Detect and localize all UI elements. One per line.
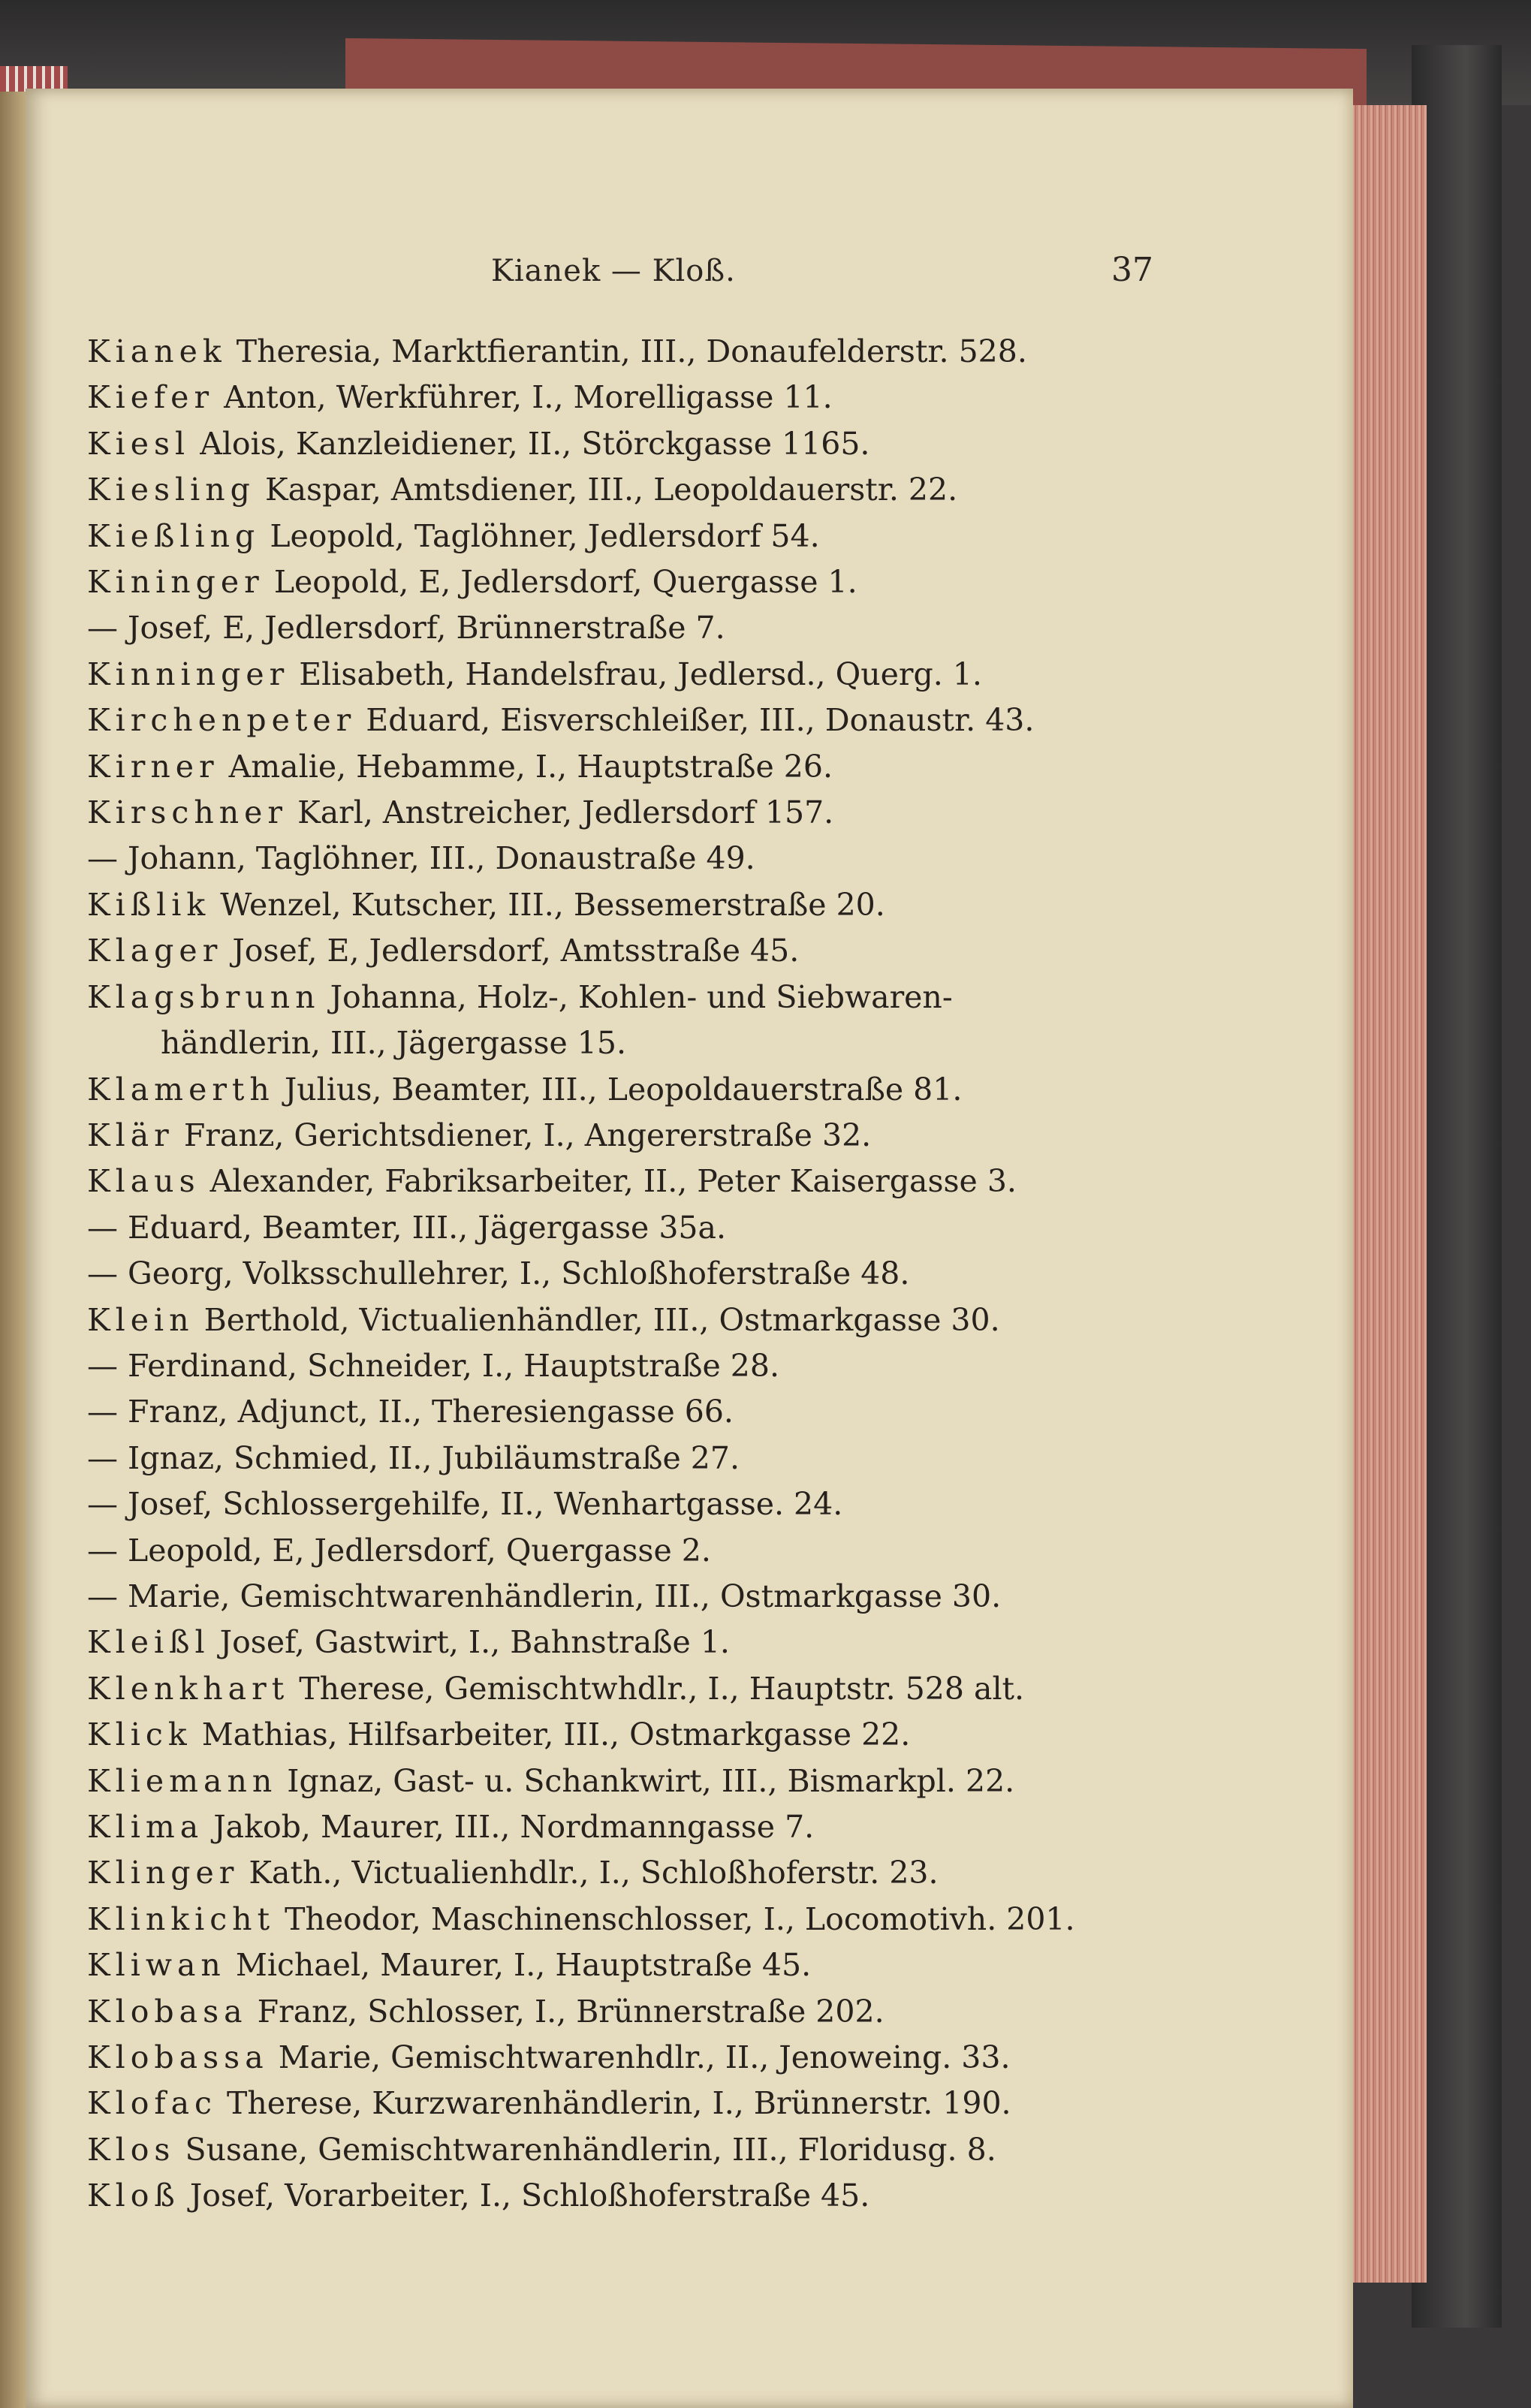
entry-details: Anton, Werkführer, I., Morelligasse 11. xyxy=(214,379,833,416)
entry-surname: Kleißl xyxy=(87,1624,210,1661)
directory-entry xyxy=(87,1251,1319,1297)
directory-entry xyxy=(87,1481,1319,1527)
directory-entry xyxy=(87,1020,1319,1066)
entry-surname: Klagsbrunn xyxy=(87,978,321,1015)
directory-entry xyxy=(87,1620,1319,1665)
entry-details: Susane, Gemischtwarenhändlerin, III., Floridusg. 8. xyxy=(175,2131,996,2168)
directory-entry xyxy=(87,375,1319,420)
directory-entry xyxy=(87,2127,1319,2173)
directory-entry xyxy=(87,1205,1319,1251)
entry-surname: Klamerth xyxy=(87,1071,275,1108)
entry-surname: Klofac xyxy=(87,2085,218,2122)
directory-entry xyxy=(87,514,1319,559)
directory-entry xyxy=(87,790,1319,836)
directory-entry xyxy=(87,421,1319,467)
entry-details: Amalie, Hebamme, I., Hauptstraße 26. xyxy=(218,748,833,785)
directory-entry xyxy=(87,2035,1319,2081)
page-number: 37 xyxy=(1111,251,1153,289)
directory-entry xyxy=(87,1436,1319,1481)
entry-details: Josef, E, Jedlersdorf, Brünnerstraße 7. xyxy=(118,610,725,646)
entry-surname: — xyxy=(87,1394,118,1430)
entry-details: Johanna, Holz-, Kohlen- und Siebwaren- xyxy=(320,978,953,1015)
entry-details: Elisabeth, Handelsfrau, Jedlersd., Querg. 1. xyxy=(289,655,982,692)
entry-surname: Kliemann xyxy=(87,1762,278,1799)
directory-entry xyxy=(87,1113,1319,1159)
entry-details: Karl, Anstreicher, Jedlersdorf 157. xyxy=(288,794,834,831)
directory-entry xyxy=(87,1343,1319,1389)
entry-details: Jakob, Maurer, III., Nordmanngasse 7. xyxy=(203,1809,815,1845)
entry-surname: Kloß xyxy=(87,2177,180,2214)
directory-entry xyxy=(87,1574,1319,1620)
entry-surname: Klick xyxy=(87,1716,192,1753)
entry-surname: — xyxy=(87,1209,118,1246)
entry-details: Julius, Beamter, III., Leopoldauerstraße 81. xyxy=(274,1071,963,1108)
entry-surname: — xyxy=(87,1255,118,1292)
entry-surname: — xyxy=(87,840,118,877)
directory-entry xyxy=(87,1712,1319,1758)
entry-details: Kath., Victualienhdlr., I., Schloßhoferstr. 23. xyxy=(239,1855,939,1891)
entry-details: Franz, Adjunct, II., Theresiengasse 66. xyxy=(118,1394,734,1430)
directory-entry xyxy=(87,2173,1319,2219)
entry-details: Johann, Taglöhner, III., Donaustraße 49. xyxy=(118,840,755,877)
entry-surname: Klinger xyxy=(87,1855,240,1891)
entry-details: Ferdinand, Schneider, I., Hauptstraße 28. xyxy=(118,1347,779,1384)
directory-entry xyxy=(87,836,1319,882)
directory-entry xyxy=(87,2081,1319,2126)
directory-entry xyxy=(87,605,1319,651)
entry-details: Theodor, Maschinenschlosser, I., Locomotivh. 201. xyxy=(275,1900,1075,1937)
entry-details: Josef, Gastwirt, I., Bahnstraße 1. xyxy=(209,1624,730,1661)
directory-entry xyxy=(87,1389,1319,1435)
entry-details: Kaspar, Amtsdiener, III., Leopoldauerstr. 22. xyxy=(255,472,958,508)
entry-surname: Klobasa xyxy=(87,1993,248,2030)
entry-surname: Kianek xyxy=(87,333,227,369)
entry-details: Mathias, Hilfsarbeiter, III., Ostmarkgasse 22. xyxy=(191,1716,911,1753)
bookmark-ribbon xyxy=(0,66,68,92)
entry-details: Leopold, E, Jedlersdorf, Quergasse 1. xyxy=(264,564,857,601)
entry-details: händlerin, III., Jägergasse 15. xyxy=(161,1025,627,1062)
directory-entry xyxy=(87,1759,1319,1804)
entry-details: Therese, Kurzwarenhändlerin, I., Brünnerstr. 190. xyxy=(217,2085,1011,2122)
directory-entry xyxy=(87,1897,1319,1942)
entry-details: Eduard, Eisverschleißer, III., Donaustr. 43. xyxy=(356,702,1035,739)
entry-surname: Kinninger xyxy=(87,655,290,692)
entry-details: Therese, Gemischtwhdlr., I., Hauptstr. 528 alt. xyxy=(289,1670,1025,1707)
entry-surname: Kirner xyxy=(87,748,219,785)
entry-surname: Klenkhart xyxy=(87,1670,290,1707)
entry-surname: — xyxy=(87,1578,118,1614)
directory-entry xyxy=(87,744,1319,790)
directory-entry xyxy=(87,329,1319,375)
directory-entry xyxy=(87,1850,1319,1896)
directory-entry xyxy=(87,1528,1319,1574)
entry-surname: — xyxy=(87,1532,118,1569)
directory-entry xyxy=(87,928,1319,974)
entry-surname: Klaus xyxy=(87,1163,200,1200)
entry-details: Eduard, Beamter, III., Jägergasse 35a. xyxy=(118,1209,726,1246)
page-header xyxy=(26,246,1353,306)
entry-details: Leopold, E, Jedlersdorf, Quergasse 2. xyxy=(118,1532,711,1569)
entry-surname: Klima xyxy=(87,1809,204,1845)
entry-surname: Kirschner xyxy=(87,794,288,831)
entry-surname: Klos xyxy=(87,2131,176,2168)
entry-surname: — xyxy=(87,1439,118,1476)
book-page xyxy=(26,89,1353,2408)
entry-details: Leopold, Taglöhner, Jedlersdorf 54. xyxy=(260,517,820,554)
entry-details: Franz, Gerichtsdiener, I., Angererstraße 32. xyxy=(173,1117,872,1153)
entry-surname: Klein xyxy=(87,1301,194,1338)
entry-details: Wenzel, Kutscher, III., Bessemerstraße 20. xyxy=(210,886,885,923)
entry-details: Ignaz, Gast- u. Schankwirt, III., Bismarkpl. 22. xyxy=(277,1762,1015,1799)
directory-entry xyxy=(87,467,1319,513)
entry-details: Alois, Kanzleidiener, II., Störckgasse 1165. xyxy=(190,425,870,462)
directory-entry xyxy=(87,1159,1319,1204)
entry-surname: Kiefer xyxy=(87,379,215,416)
entry-surname: — xyxy=(87,1347,118,1384)
entry-details: Berthold, Victualienhändler, III., Ostmarkgasse 30. xyxy=(194,1301,1000,1338)
directory-entries xyxy=(87,329,1319,2220)
page-edges xyxy=(1344,105,1427,2283)
directory-entry xyxy=(87,1297,1319,1343)
entry-surname: Kiesl xyxy=(87,425,191,462)
entry-details: Josef, Schlossergehilfe, II., Wenhartgasse. 24. xyxy=(118,1486,843,1523)
entry-surname: Kißlik xyxy=(87,886,211,923)
directory-entry xyxy=(87,975,1319,1020)
entry-details: Theresia, Marktfierantin, III., Donaufelderstr. 528. xyxy=(226,333,1027,369)
directory-entry xyxy=(87,1804,1319,1850)
entry-details: Josef, E, Jedlersdorf, Amtsstraße 45. xyxy=(222,933,800,969)
directory-entry xyxy=(87,1942,1319,1988)
entry-details: Alexander, Fabriksarbeiter, II., Peter Kaisergasse 3. xyxy=(200,1163,1017,1200)
directory-entry xyxy=(87,1666,1319,1712)
entry-details: Michael, Maurer, I., Hauptstraße 45. xyxy=(225,1947,812,1984)
entry-details: Marie, Gemischtwarenhändlerin, III., Ostmarkgasse 30. xyxy=(118,1578,1002,1614)
entry-surname: Kliwan xyxy=(87,1947,226,1984)
directory-entry xyxy=(87,698,1319,743)
entry-surname: Kininger xyxy=(87,564,264,601)
entry-details: Josef, Vorarbeiter, I., Schloßhoferstraße 45. xyxy=(179,2177,870,2214)
directory-entry xyxy=(87,882,1319,928)
entry-surname: Kirchenpeter xyxy=(87,702,357,739)
entry-surname: — xyxy=(87,610,118,646)
directory-entry xyxy=(87,559,1319,605)
directory-entry xyxy=(87,652,1319,698)
entry-surname: Kießling xyxy=(87,517,261,554)
entry-surname: Klager xyxy=(87,933,223,969)
entry-details: Franz, Schlosser, I., Brünnerstraße 202. xyxy=(247,1993,885,2030)
entry-details: Georg, Volksschullehrer, I., Schloßhoferstraße 48. xyxy=(118,1255,910,1292)
running-head: Kianek — Kloß. xyxy=(491,254,736,288)
entry-surname: — xyxy=(87,1486,118,1523)
entry-surname: Kiesling xyxy=(87,472,255,508)
entry-details: Marie, Gemischtwarenhdlr., II., Jenoweing. 33. xyxy=(268,2039,1011,2076)
entry-surname: Klär xyxy=(87,1117,174,1153)
directory-entry xyxy=(87,1067,1319,1113)
entry-details: Ignaz, Schmied, II., Jubiläumstraße 27. xyxy=(118,1439,740,1476)
entry-surname: Klobassa xyxy=(87,2039,269,2076)
directory-entry xyxy=(87,1989,1319,2035)
entry-surname: Klinkicht xyxy=(87,1900,276,1937)
